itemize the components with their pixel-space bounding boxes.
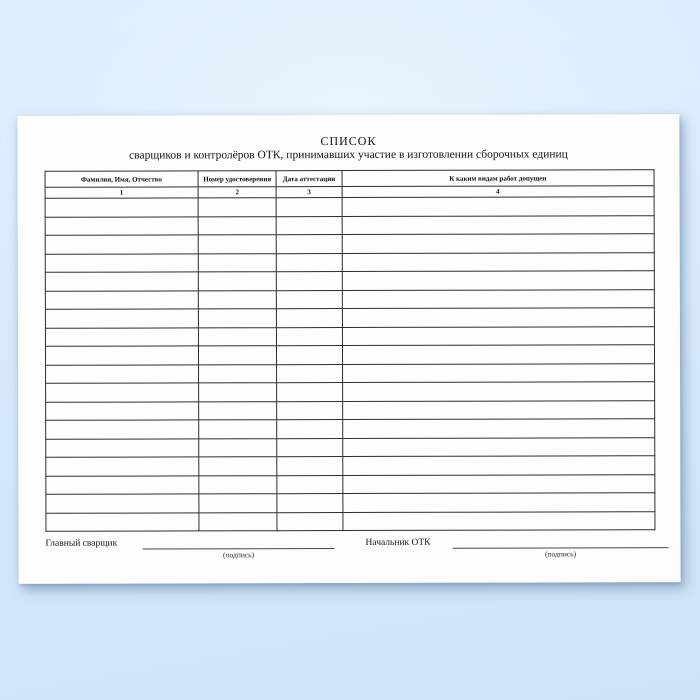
signature-role-label: Главный сварщик xyxy=(45,538,118,549)
column-number-cell: 1 xyxy=(45,187,198,198)
table-row xyxy=(45,345,654,365)
table-cell xyxy=(342,419,655,438)
table-cell xyxy=(198,401,277,420)
table-cell xyxy=(277,401,342,420)
table-row xyxy=(45,234,654,254)
signature-caption: (подпись) xyxy=(222,550,255,560)
table-cell xyxy=(342,400,655,419)
table-cell xyxy=(199,457,278,476)
table-row xyxy=(46,419,655,439)
table-cell xyxy=(198,346,277,365)
table-cell xyxy=(342,326,655,345)
table-cell xyxy=(342,437,655,456)
table-cell xyxy=(46,457,199,476)
table-cell xyxy=(342,363,655,382)
table-cell xyxy=(342,511,655,530)
table-cell xyxy=(276,198,341,217)
table-cell xyxy=(45,309,198,328)
table-cell xyxy=(46,438,199,457)
table-cell xyxy=(277,438,342,457)
column-header: Дата аттестации xyxy=(276,171,341,187)
table-row xyxy=(46,493,655,513)
table-cell xyxy=(45,346,198,365)
table-cell xyxy=(199,494,278,513)
table-cell xyxy=(342,289,655,308)
table-header-row xyxy=(45,170,654,188)
table-cell xyxy=(198,198,277,217)
table-cell xyxy=(45,272,198,291)
table-row xyxy=(46,511,655,531)
table-row xyxy=(45,215,654,235)
table-row xyxy=(45,289,654,309)
table-row xyxy=(46,474,655,494)
table-cell xyxy=(277,420,342,439)
table-cell xyxy=(45,290,198,309)
table-cell xyxy=(198,364,277,383)
table-cell xyxy=(198,327,277,346)
column-header: К каким видам работ допущен xyxy=(342,170,654,187)
table-cell xyxy=(46,383,199,402)
table-cell xyxy=(45,327,198,346)
table-cell xyxy=(277,346,342,365)
signature-block-chief-welder xyxy=(45,536,345,563)
table-cell xyxy=(277,309,342,328)
signature-line xyxy=(142,536,334,550)
table-row xyxy=(45,308,654,328)
table-row xyxy=(46,400,655,420)
table-cell xyxy=(277,364,342,383)
column-number-cell: 2 xyxy=(198,187,277,198)
table-cell xyxy=(277,475,342,494)
page-subtitle: сварщиков и контролёров ОТК, принимавших участие в изготовлении сборочных единиц xyxy=(129,148,568,162)
table-body xyxy=(45,197,655,532)
table-cell xyxy=(277,327,342,346)
table-cell xyxy=(199,438,278,457)
table-cell xyxy=(199,512,278,531)
table-row xyxy=(46,363,655,383)
table-cell xyxy=(342,308,655,327)
table-row xyxy=(46,382,655,402)
table-row xyxy=(45,252,654,272)
page-title: СПИСОК xyxy=(320,133,377,149)
table-cell xyxy=(342,456,655,475)
table-cell xyxy=(277,383,342,402)
table-row xyxy=(45,197,654,217)
table-cell xyxy=(46,494,199,513)
table-cell xyxy=(45,216,198,235)
table-cell xyxy=(277,494,342,513)
table-cell xyxy=(342,474,655,493)
table-cell xyxy=(46,512,199,531)
table-cell xyxy=(46,364,199,383)
table-cell xyxy=(277,216,342,235)
table-head xyxy=(45,170,654,199)
table-cell xyxy=(45,253,198,272)
welders-list-table xyxy=(45,169,656,532)
table-cell xyxy=(198,272,277,291)
table-cell xyxy=(277,512,342,531)
column-header: Фамилия, Имя, Отчество xyxy=(45,171,198,187)
table-cell xyxy=(198,309,277,328)
table-cell xyxy=(277,253,342,272)
table-cell xyxy=(277,235,342,254)
table-cell xyxy=(198,383,277,402)
column-number-cell: 3 xyxy=(276,187,341,198)
table-cell xyxy=(198,235,277,254)
signature-block-otk-head xyxy=(365,535,655,562)
table-cell xyxy=(342,345,655,364)
table-cell xyxy=(199,475,278,494)
table-row xyxy=(45,271,654,291)
table-cell xyxy=(46,475,199,494)
table-cell xyxy=(277,290,342,309)
table-cell xyxy=(199,420,278,439)
table-cell xyxy=(198,216,277,235)
table-cell xyxy=(342,234,655,253)
table-cell xyxy=(198,290,277,309)
table-cell xyxy=(45,198,198,217)
table-cell xyxy=(45,235,198,254)
table-cell xyxy=(342,252,655,271)
table-cell xyxy=(46,401,199,420)
table-cell xyxy=(342,271,655,290)
table-cell xyxy=(342,382,655,401)
document-page xyxy=(17,114,680,584)
table-row xyxy=(46,437,655,457)
table-cell xyxy=(198,253,277,272)
table-cell xyxy=(277,457,342,476)
table-row xyxy=(45,326,654,346)
table-cell xyxy=(342,197,655,216)
signature-caption: (подпись) xyxy=(544,549,577,559)
column-number-cell: 4 xyxy=(342,186,654,198)
table-cell xyxy=(342,215,655,234)
table-row xyxy=(46,456,655,476)
signature-role-label: Начальник ОТК xyxy=(365,537,431,548)
table-cell xyxy=(342,493,655,512)
signature-line xyxy=(452,535,668,549)
table-cell xyxy=(46,420,199,439)
table-cell xyxy=(277,272,342,291)
column-header: Номер удостоверения xyxy=(198,171,277,187)
